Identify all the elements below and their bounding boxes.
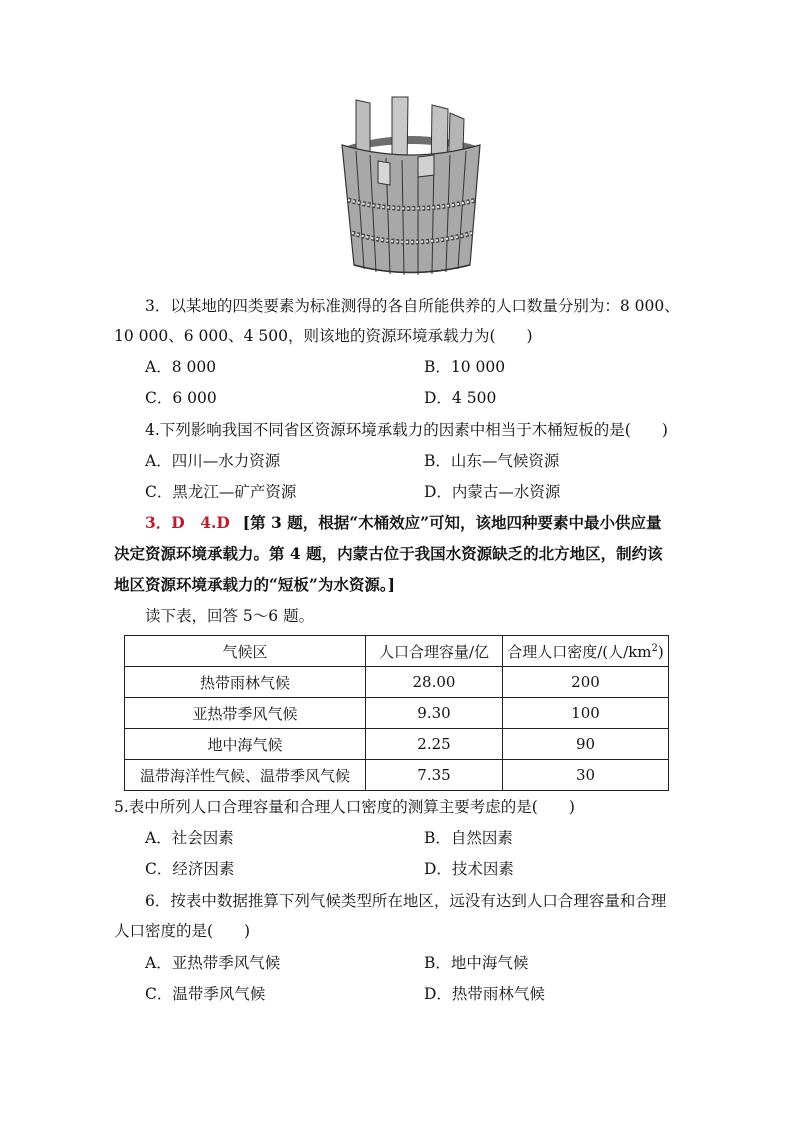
q3-line-2: 10 000、6 000、4 500，则该地的资源环境承载力为( ) [114,327,533,345]
q4-line-1: 4.下列影响我国不同省区资源环境承载力的因素中相当于木桶短板的是( ) [145,421,668,439]
climate-population-table [124,635,669,791]
wooden-bucket-illustration [330,95,490,280]
header-climate-zone: 气候区 [125,636,366,667]
header-density-close: ) [657,642,664,661]
table-row [125,760,669,791]
table-row [125,667,669,698]
q4-option-c: C．黑龙江—矿产资源 [145,483,297,501]
q3-option-d: D．4 500 [424,389,497,407]
cell-capacity: 28.00 [366,667,503,698]
cell-capacity: 2.25 [366,729,503,760]
q5-option-d: D．技术因素 [424,860,514,878]
q5-option-c: C．经济因素 [145,860,235,878]
q3-option-b: B．10 000 [424,358,506,376]
q4-option-b: B．山东—气候资源 [424,452,560,470]
q3-line-1: 3．以某地的四类要素为标准测得的各自所能供养的人口数量分别为：8 000、 [145,297,680,315]
q6-option-a: A．亚热带季风气候 [145,954,281,972]
answer-34-line-1 [145,513,662,533]
q6-line-2: 人口密度的是( ) [114,922,251,940]
q3-option-a: A．8 000 [145,358,217,376]
q6-option-c: C．温带季风气候 [145,985,266,1003]
cell-capacity: 9.30 [366,698,503,729]
q3-option-c: C．6 000 [145,389,217,407]
cell-climate: 温带海洋性气候、温带季风气候 [125,760,366,791]
table-row [125,698,669,729]
answer-34-line-2: 决定资源环境承载力。第 4 题，内蒙古位于我国水资源缺乏的北方地区，制约该 [114,544,663,563]
header-density-text: 合理人口密度/(人/km [507,642,652,661]
cell-density: 90 [503,729,669,760]
header-density-sup: 2 [651,642,658,654]
q6-option-b: B．地中海气候 [424,954,529,972]
table-header-row [125,636,669,667]
cell-capacity: 7.35 [366,760,503,791]
answer-34-line-3: 地区资源环境承载力的“短板”为水资源。] [114,575,395,594]
answer-34-label: 3．D 4.D [145,513,230,532]
q4-option-a: A．四川—水力资源 [145,452,281,470]
q6-line-1: 6．按表中数据推算下列气候类型所在地区，远没有达到人口合理容量和合理 [145,892,667,910]
header-density [503,636,669,667]
answer-34-text-1: [第 3 题，根据“木桶效应”可知，该地四种要素中最小供应量 [242,513,662,532]
cell-climate: 地中海气候 [125,729,366,760]
cell-density: 30 [503,760,669,791]
cell-density: 200 [503,667,669,698]
header-capacity: 人口合理容量/亿 [366,636,503,667]
cell-climate: 热带雨林气候 [125,667,366,698]
q4-option-d: D．内蒙古—水资源 [424,483,561,501]
q5-line-1: 5.表中所列人口合理容量和合理人口密度的测算主要考虑的是( ) [114,798,575,816]
q5-option-b: B．自然因素 [424,829,513,847]
q5-option-a: A．社会因素 [145,829,234,847]
q6-option-d: D．热带雨林气候 [424,985,545,1003]
table-row [125,729,669,760]
cell-climate: 亚热带季风气候 [125,698,366,729]
cell-density: 100 [503,698,669,729]
table-intro: 读下表，回答 5～6 题。 [145,607,315,625]
